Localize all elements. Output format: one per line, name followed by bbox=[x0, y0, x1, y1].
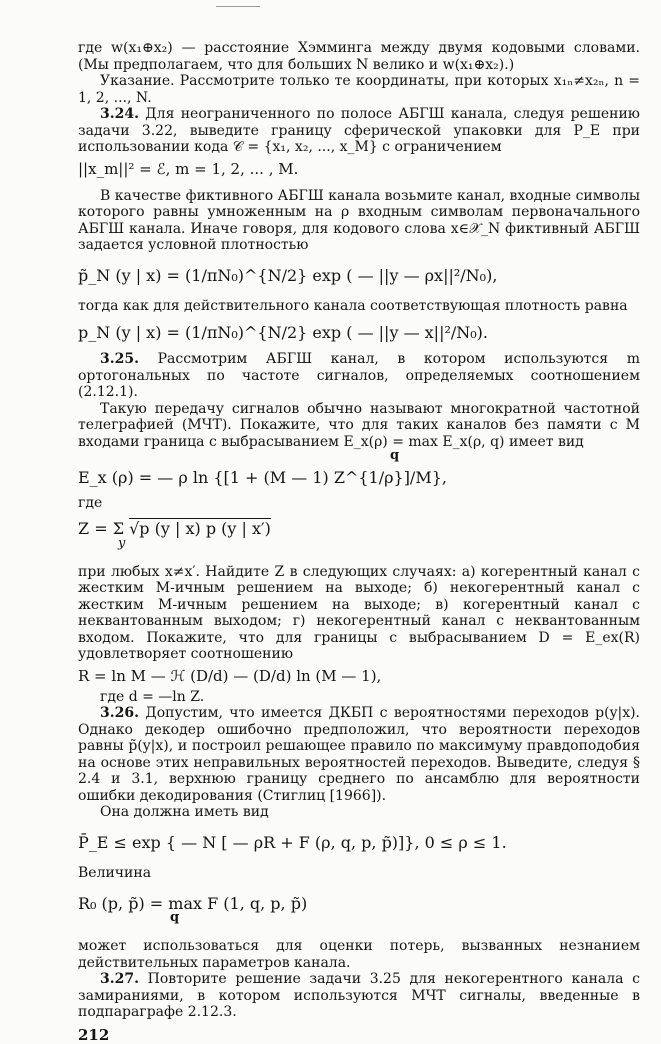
paragraph-d-def: где d = —ln Z. bbox=[100, 688, 205, 705]
equation-z-rhs: √p (y | x) p (y | x′) bbox=[129, 519, 271, 538]
header-rule bbox=[216, 6, 260, 7]
equation-rate: R = ln M — ℋ (D/d) — (D/d) ln (M — 1), bbox=[78, 666, 382, 685]
paragraph-cases: при любых x≠x′. Найдите Z в следующих случаях: а) когерентный канал с жестким M-ичным решением на выходе; б) некогерентный канал с жестким M-ичным решением на выходе; в) когерентный канал с неквантованным выходом; г) некогерентный канал с неквантованным входом. Покажите, что для границы с выбрасыванием D = E_ex(R) удовлетворяет соотношению bbox=[78, 563, 640, 662]
label-quantity: Величина bbox=[78, 865, 152, 881]
equation-expurgated-bound: E_x (ρ) = — ρ ln {[1 + (M — 1) Z^{1/ρ}]/M}, bbox=[78, 468, 447, 487]
max-subscript-r0: q bbox=[170, 910, 180, 925]
problem-number: 3.27. bbox=[100, 971, 139, 987]
text-column bbox=[78, 40, 640, 1043]
paragraph-hint: Указание. Рассмотрите только те координаты, при которых x₁ₙ≠x₂ₙ, n = 1, 2, ..., N. bbox=[78, 73, 640, 106]
problem-text: Допустим, что имеется ДКБП с вероятностями переходов p(y|x). Однако декодер ошибочно предположил, что вероятности переходов равны p̃(y|x), и построил решающее правило по максимуму правдоподобия на основе этих неправильных вероятностей переходов. Выведите, следуя § 2.4 и 3.1, верхнюю границу среднего по ансамблю для вероятности ошибки декодирования (Стиглиц [1966]). bbox=[78, 705, 640, 804]
paragraph-form: Она должна иметь вид bbox=[100, 804, 269, 820]
problem-3-24 bbox=[78, 106, 640, 156]
problem-number: 3.24. bbox=[100, 106, 139, 122]
problem-number: 3.26. bbox=[100, 705, 139, 721]
equation-z-lhs: Z = Σ bbox=[78, 519, 125, 538]
max-subscript: q bbox=[390, 448, 400, 463]
label-where: где bbox=[78, 494, 103, 511]
page-number: 212 bbox=[78, 1025, 110, 1044]
problem-text: Повторите решение задачи 3.25 для некогерентного канала с замираниями, в котором используются МЧТ сигналы, введенные в подпараграфе 2.12.3. bbox=[78, 971, 640, 1020]
problem-text: Для неограниченного по полосе АБГШ канала, следуя решению задачи 3.22, выведите границу сферической упаковки для P_E при использовании кода 𝒞 = {x₁, x₂, ..., x_M} с ограничением bbox=[78, 106, 640, 155]
paragraph-actual-channel: тогда как для действительного канала соответствующая плотность равна bbox=[78, 298, 628, 314]
equation-actual-density: p_N (y | x) = (1/πN₀)^{N/2} exp ( — ||y — x||²/N₀). bbox=[78, 322, 488, 342]
problem-text: Рассмотрим АБГШ канал, в котором используются m ортогональных по частоте сигналов, определяемых соотношением (2.12.1). bbox=[78, 351, 640, 400]
paragraph-losses: может использоваться для оценки потерь, вызванных незнанием действительных параметров канала. bbox=[78, 938, 640, 971]
sum-subscript: y bbox=[118, 535, 126, 551]
equation-norm-constraint: ||x_m||² = ℰ, m = 1, 2, ... , M. bbox=[78, 159, 299, 178]
equation-error-bound: P̄_E ≤ exp { — N [ — ρR + F (ρ, q, p, p̃)]}, 0 ≤ ρ ≤ 1. bbox=[78, 832, 507, 852]
problem-3-25 bbox=[78, 351, 640, 401]
equation-r0: R₀ (p, p̃) = max F (1, q, p, p̃) bbox=[78, 893, 308, 913]
paragraph-hamming: где w(x₁⊕x₂) — расстояние Хэмминга между двумя кодовыми словами. (Мы предполагаем, что для больших N велико и w(x₁⊕x₂).) bbox=[78, 40, 640, 73]
equation-fictitious-density: p̃_N (y | x) = (1/πN₀)^{N/2} exp ( — ||y — ρx||²/N₀), bbox=[78, 265, 498, 285]
paragraph-fictitious-channel: В качестве фиктивного АБГШ канала возьмите канал, входные символы которого равны умноженным на ρ входным символам первоначального АБГШ канала. Иначе говоря, для кодового слова x∈𝒳_N фиктивный АБГШ задается условной плотностью bbox=[78, 187, 640, 253]
equation-z bbox=[78, 521, 640, 538]
problem-3-26 bbox=[78, 705, 640, 804]
problem-3-27 bbox=[78, 971, 640, 1021]
problem-number: 3.25. bbox=[100, 351, 139, 367]
paragraph-mft: Такую передачу сигналов обычно называют многократной частотной телеграфией (МЧТ). Покажите, что для таких каналов без памяти с M входами граница с выбрасыванием E_x(ρ) = max E_x(ρ, q) имеет вид bbox=[78, 400, 640, 450]
